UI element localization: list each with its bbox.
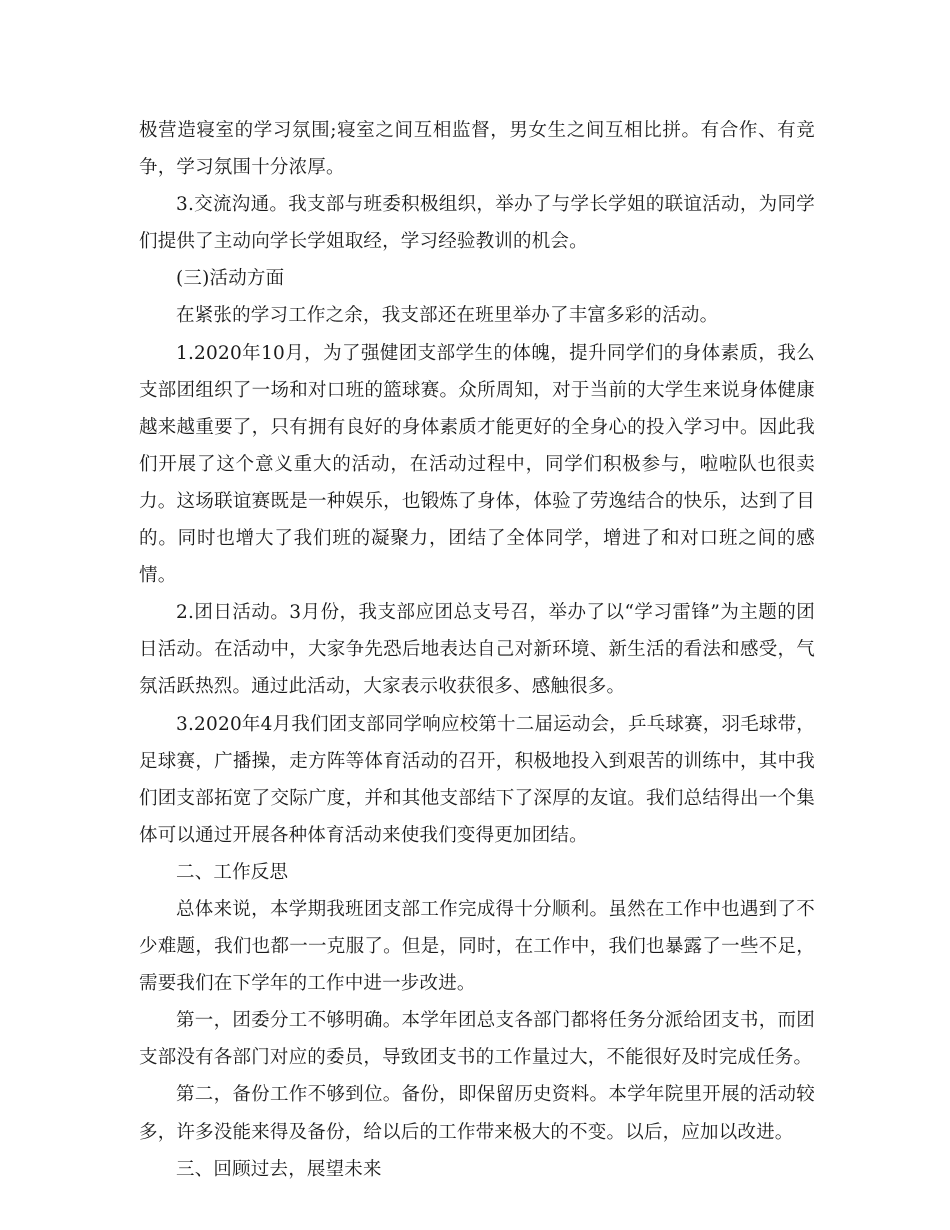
paragraph-league-day: 2.团日活动。3月份，我支部应团总支号召，举办了以“学习雷锋”为主题的团日活动。在活动中，大家争先恐后地表达自己对新环境、新生活的看法和感受，气氛活跃热烈。通过此活动，大家表示收获很多、感触很多。 [139,602,815,698]
paragraph-reflection-second: 第二，备份工作不够到位。备份，即保留历史资料。本学年院里开展的活动较多，许多没能来得及备份，给以后的工作带来极大的不变。以后，应加以改进。 [139,1084,815,1143]
paragraph-communication: 3.交流沟通。我支部与班委积极组织，举办了与学长学姐的联谊活动，为同学们提供了主动向学长学姐取经，学习经验教训的机会。 [139,194,815,253]
paragraph-sports-meet: 3.2020年4月我们团支部同学响应校第十二届运动会，乒乓球赛，羽毛球带，足球赛，广播操，走方阵等体育活动的召开，积极地投入到艰苦的训练中，其中我们团支部拓宽了交际广度，并和其他支部结下了深厚的友谊。我们总结得出一个集体可以通过开展各种体育活动来使我们变得更加团结。 [139,713,815,846]
paragraph-reflection-summary: 总体来说，本学期我班团支部工作完成得十分顺利。虽然在工作中也遇到了不少难题，我们也都一一克服了。但是，同时，在工作中，我们也暴露了一些不足，需要我们在下学年的工作中进一步改进。 [139,898,815,995]
section-heading-reflection: 二、工作反思 [176,861,289,883]
paragraph-continuation: 极营造寝室的学习氛围;寝室之间互相监督，男女生之间互相比拼。有合作、有竞争，学习氛围十分浓厚。 [139,120,815,179]
section-heading-outlook: 三、回顾过去，展望未来 [176,1158,382,1180]
document-body [139,112,815,1188]
paragraph-basketball-game: 1.2020年10月，为了强健团支部学生的体魄，提升同学们的身体素质，我么支部团组织了一场和对口班的篮球赛。众所周知，对于当前的大学生来说身体健康越来越重要了，只有拥有良好的身体素质才能更好的全身心的投入学习中。因此我们开展了这个意义重大的活动，在活动过程中，同学们积极参与，啦啦队也很卖力。这场联谊赛既是一种娱乐，也锻炼了身体，体验了劳逸结合的快乐，达到了目的。同时也增大了我们班的凝聚力，团结了全体同学，增进了和对口班之间的感情。 [139,342,815,587]
section-heading-activities: (三)活动方面 [176,268,285,290]
paragraph-activities-intro: 在紧张的学习工作之余，我支部还在班里举办了丰富多彩的活动。 [176,305,719,327]
paragraph-reflection-first: 第一，团委分工不够明确。本学年团总支各部门都将任务分派给团支书，而团支部没有各部门对应的委员，导致团支书的工作量过大，不能很好及时完成任务。 [139,1010,815,1069]
